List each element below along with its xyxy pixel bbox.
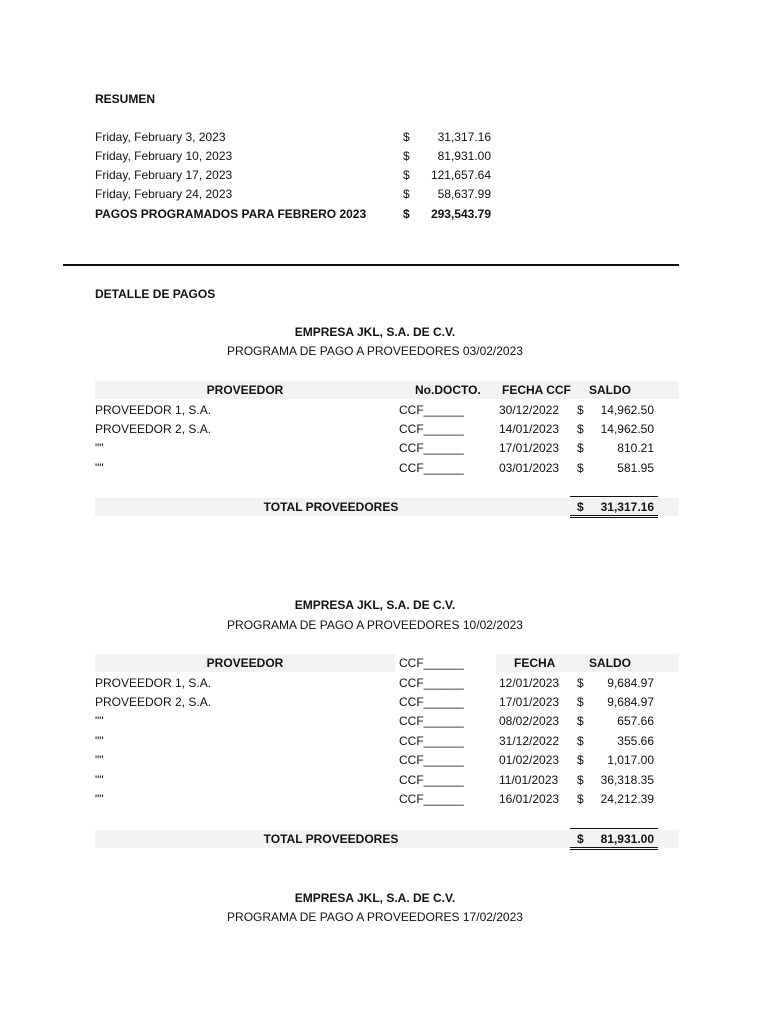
doc-date: 31/12/2022	[499, 734, 560, 748]
saldo: 810.21	[617, 441, 654, 455]
total-amount: 81,931.00	[600, 832, 654, 846]
resumen-date: Friday, February 10, 2023	[95, 149, 233, 163]
resumen-currency: $	[403, 168, 410, 182]
doc-date: 30/12/2022	[499, 403, 560, 417]
total-label: TOTAL PROVEEDORES	[263, 832, 399, 846]
doc-date: 12/01/2023	[499, 676, 560, 690]
saldo: 1,017.00	[607, 753, 654, 767]
table-row	[95, 693, 679, 711]
saldo: 581.95	[617, 461, 654, 475]
saldo: 14,962.50	[600, 403, 654, 417]
program1-subtitle: PROGRAMA DE PAGO A PROVEEDORES 03/02/2023	[227, 344, 523, 358]
resumen-date: Friday, February 17, 2023	[95, 168, 233, 182]
doc-date: 14/01/2023	[499, 422, 560, 436]
program2-subtitle: PROGRAMA DE PAGO A PROVEEDORES 10/02/2023	[227, 618, 523, 632]
doc-date: 08/02/2023	[499, 714, 560, 728]
currency: $	[577, 734, 584, 748]
header-doc: No.DOCTO.	[415, 383, 481, 397]
resumen-date: Friday, February 3, 2023	[95, 130, 226, 144]
currency: $	[577, 792, 584, 806]
doc-number: CCF______	[399, 773, 464, 787]
resumen-amount: 121,657.64	[430, 168, 491, 182]
doc-date: 17/01/2023	[499, 695, 560, 709]
total-rule	[570, 496, 658, 497]
table-row	[95, 674, 679, 692]
proveedor-name: PROVEEDOR 1, S.A.	[95, 676, 212, 690]
saldo: 9,684.97	[607, 695, 654, 709]
proveedor-name: PROVEEDOR 2, S.A.	[95, 422, 212, 436]
header-fecha: FECHA CCF	[502, 383, 571, 397]
total-rule	[570, 828, 658, 829]
total-currency: $	[577, 832, 584, 846]
resumen-currency: $	[403, 149, 410, 163]
total-double-rule	[570, 847, 658, 850]
doc-number: CCF______	[399, 734, 464, 748]
proveedor-name: ""	[95, 753, 104, 767]
currency: $	[577, 441, 584, 455]
currency: $	[577, 676, 584, 690]
total-currency: $	[577, 500, 584, 514]
resumen-row	[95, 130, 495, 148]
resumen-row	[95, 187, 495, 205]
total-amount: 31,317.16	[600, 500, 654, 514]
resumen-total-amount: 293,543.79	[430, 207, 491, 221]
resumen-total-currency: $	[403, 207, 410, 221]
table-row	[95, 439, 679, 457]
saldo: 657.66	[617, 714, 654, 728]
resumen-amount: 81,931.00	[437, 149, 491, 163]
saldo: 9,684.97	[607, 676, 654, 690]
resumen-row	[95, 149, 495, 167]
currency: $	[577, 773, 584, 787]
saldo: 24,212.39	[600, 792, 654, 806]
doc-number: CCF______	[399, 676, 464, 690]
program1-total-row	[95, 498, 679, 516]
doc-date: 01/02/2023	[499, 753, 560, 767]
section-divider	[63, 264, 679, 266]
table-row	[95, 751, 679, 769]
header-proveedor: PROVEEDOR	[206, 656, 284, 670]
program1-company: EMPRESA JKL, S.A. DE C.V.	[294, 325, 456, 339]
currency: $	[577, 695, 584, 709]
doc-date: 11/01/2023	[499, 773, 559, 787]
doc-number: CCF______	[399, 403, 464, 417]
header-doc: CCF______	[399, 656, 464, 670]
proveedor-name: PROVEEDOR 1, S.A.	[95, 403, 212, 417]
currency: $	[577, 753, 584, 767]
program3-company: EMPRESA JKL, S.A. DE C.V.	[294, 891, 456, 905]
total-label: TOTAL PROVEEDORES	[263, 500, 399, 514]
doc-date: 17/01/2023	[499, 441, 560, 455]
saldo: 355.66	[617, 734, 654, 748]
program1-header-row	[95, 381, 679, 399]
header-fecha: FECHA	[514, 656, 556, 670]
table-row	[95, 790, 679, 808]
resumen-total-label: PAGOS PROGRAMADOS PARA FEBRERO 2023	[95, 207, 367, 221]
resumen-title: RESUMEN	[95, 92, 156, 106]
header-saldo: SALDO	[589, 656, 631, 670]
program3-subtitle: PROGRAMA DE PAGO A PROVEEDORES 17/02/2023	[227, 910, 523, 924]
resumen-row	[95, 168, 495, 186]
doc-number: CCF______	[399, 441, 464, 455]
resumen-date: Friday, February 24, 2023	[95, 187, 233, 201]
header-saldo: SALDO	[589, 383, 631, 397]
table-row	[95, 420, 679, 438]
table-row	[95, 712, 679, 730]
resumen-amount: 31,317.16	[437, 130, 491, 144]
doc-number: CCF______	[399, 695, 464, 709]
proveedor-name: ""	[95, 461, 104, 475]
currency: $	[577, 461, 584, 475]
table-row	[95, 459, 679, 477]
doc-number: CCF______	[399, 422, 464, 436]
program2-company: EMPRESA JKL, S.A. DE C.V.	[294, 598, 456, 612]
resumen-currency: $	[403, 130, 410, 144]
saldo: 36,318.35	[600, 773, 654, 787]
doc-number: CCF______	[399, 461, 464, 475]
proveedor-name: ""	[95, 734, 104, 748]
resumen-amount: 58,637.99	[437, 187, 491, 201]
resumen-total-row	[95, 207, 495, 225]
currency: $	[577, 422, 584, 436]
doc-number: CCF______	[399, 792, 464, 806]
proveedor-name: ""	[95, 714, 104, 728]
total-double-rule	[570, 515, 658, 518]
table-row	[95, 771, 679, 789]
program2-total-row	[95, 830, 679, 848]
table-row	[95, 401, 679, 419]
doc-number: CCF______	[399, 714, 464, 728]
proveedor-name: PROVEEDOR 2, S.A.	[95, 695, 212, 709]
proveedor-name: ""	[95, 773, 104, 787]
doc-date: 16/01/2023	[499, 792, 560, 806]
table-row	[95, 732, 679, 750]
resumen-currency: $	[403, 187, 410, 201]
currency: $	[577, 403, 584, 417]
doc-number: CCF______	[399, 753, 464, 767]
proveedor-name: ""	[95, 792, 104, 806]
saldo: 14,962.50	[600, 422, 654, 436]
proveedor-name: ""	[95, 441, 104, 455]
header-proveedor: PROVEEDOR	[206, 383, 284, 397]
program2-header-row	[95, 654, 679, 672]
doc-date: 03/01/2023	[499, 461, 560, 475]
detalle-title: DETALLE DE PAGOS	[95, 287, 216, 301]
currency: $	[577, 714, 584, 728]
